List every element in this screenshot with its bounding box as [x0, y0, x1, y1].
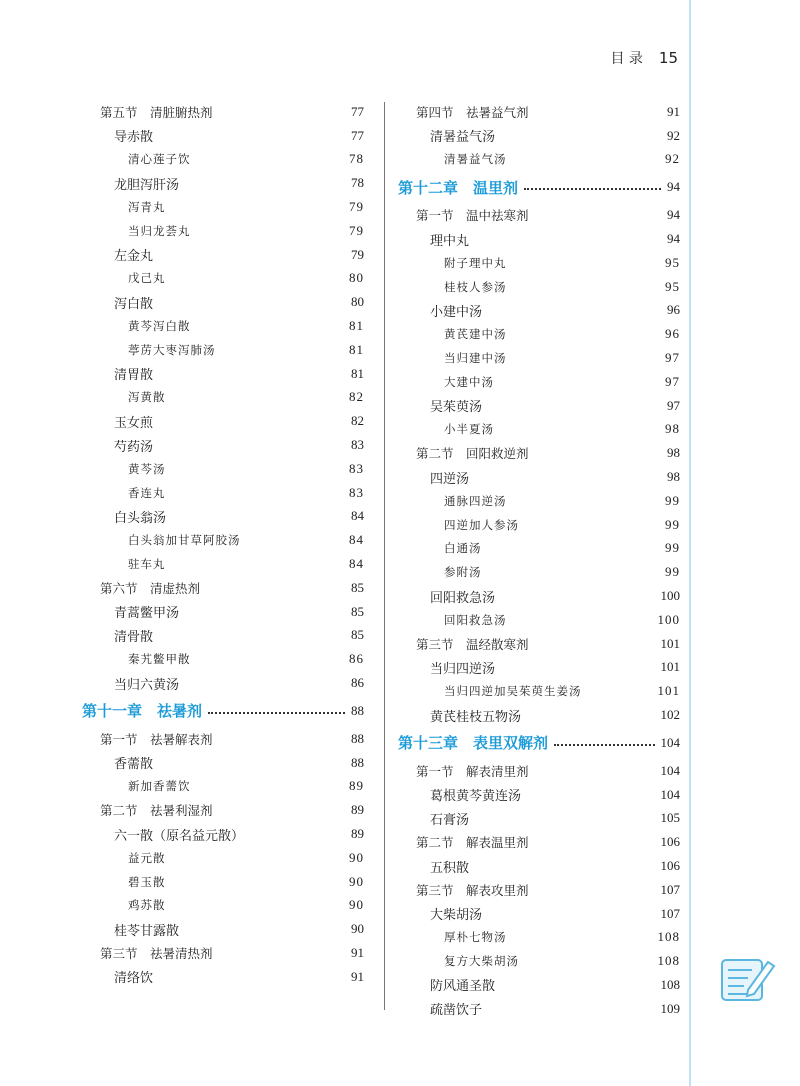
toc-entry-row[interactable] [82, 148, 364, 172]
toc-entry-title: 防风通圣散 [430, 979, 496, 995]
toc-page-number: 100 [660, 588, 680, 604]
toc-entry-row[interactable] [398, 124, 680, 148]
toc-entry-title: 吴茱萸汤 [430, 400, 483, 416]
toc-entry-title: 白头翁汤 [114, 510, 167, 526]
dot-leader [524, 188, 661, 190]
toc-page-number: 102 [660, 707, 680, 723]
toc-entry-title: 清暑益气汤 [430, 130, 496, 146]
toc-entry-title: 当归建中汤 [444, 351, 507, 366]
toc-entry-title: 第三节 温经散寒剂 [416, 636, 529, 652]
toc-page-number: 106 [660, 834, 680, 850]
toc-entry-row[interactable] [398, 783, 680, 807]
toc-entry-row[interactable] [82, 481, 364, 505]
toc-page-number: 99 [665, 516, 680, 532]
toc-entry-row[interactable] [82, 457, 364, 481]
toc-page-number: 92 [665, 151, 680, 167]
toc-entry-row[interactable] [82, 894, 364, 918]
toc-entry-title: 第六节 清虚热剂 [100, 580, 201, 596]
toc-page-number: 96 [665, 326, 680, 342]
toc-entry-row[interactable] [398, 560, 680, 584]
toc-entry-row[interactable] [398, 679, 680, 703]
toc-entry-row[interactable] [398, 394, 680, 418]
toc-entry-row[interactable] [82, 647, 364, 671]
toc-entry-title: 当归四逆汤 [430, 661, 496, 677]
toc-entry-row[interactable] [82, 171, 364, 195]
toc-page-number: 83 [349, 460, 364, 476]
toc-entry-title: 香薷散 [114, 757, 154, 773]
toc-entry-row[interactable] [398, 608, 680, 632]
toc-entry-title: 第十三章 表里双解剂 [398, 734, 549, 753]
toc-page-number: 82 [349, 389, 364, 405]
toc-entry-title: 第二节 回阳救逆剂 [416, 446, 529, 462]
toc-entry-title: 桂枝人参汤 [444, 279, 507, 294]
toc-entry-title: 大柴胡汤 [430, 908, 483, 924]
toc-entry-title: 驻车丸 [128, 557, 166, 572]
toc-entry-title: 当归六黄汤 [114, 677, 180, 693]
toc-entry-row[interactable] [82, 433, 364, 457]
toc-page-number: 88 [351, 702, 364, 718]
toc-entry-title: 当归龙荟丸 [128, 223, 191, 238]
toc-entry-title: 新加香薷饮 [128, 779, 191, 794]
toc-entry-row[interactable] [398, 656, 680, 680]
toc-chapter-row[interactable] [82, 697, 364, 725]
toc-page-number: 108 [657, 953, 680, 969]
toc-page-number: 89 [351, 826, 364, 841]
notebook-pencil-icon [718, 950, 776, 1008]
toc-entry-title: 回阳救急汤 [430, 590, 496, 606]
toc-entry-row[interactable] [398, 513, 680, 537]
toc-page-number: 79 [351, 246, 364, 262]
toc-entry-title: 白头翁加甘草阿胶汤 [128, 533, 241, 548]
toc-entry-title: 第二节 祛暑利湿剂 [100, 803, 213, 819]
toc-entry-title: 第十一章 祛暑剂 [82, 702, 203, 721]
toc-page-number: 99 [665, 492, 680, 508]
toc-section-row[interactable] [398, 878, 680, 902]
toc-entry-row[interactable] [398, 227, 680, 251]
toc-page-number: 99 [665, 540, 680, 556]
toc-entry-title: 四逆汤 [430, 471, 470, 487]
toc-page-number: 86 [351, 675, 364, 691]
toc-page-number: 94 [667, 179, 680, 195]
toc-entry-title: 五积散 [430, 860, 470, 876]
toc-page-number: 82 [351, 413, 364, 429]
toc-entry-title: 第一节 解表清里剂 [416, 763, 529, 779]
toc-page-number: 98 [667, 445, 680, 461]
toc-section-row[interactable] [82, 727, 364, 751]
toc-page-number: 97 [665, 373, 680, 389]
toc-entry-row[interactable] [82, 338, 364, 362]
toc-entry-title: 第三节 祛暑清热剂 [100, 945, 213, 961]
toc-entry-row[interactable] [398, 275, 680, 299]
toc-entry-title: 桂苓甘露散 [114, 923, 180, 939]
toc-page-number: 99 [665, 564, 680, 580]
toc-entry-title: 第三节 解表攻里剂 [416, 882, 529, 898]
toc-entry-row[interactable] [82, 965, 364, 989]
toc-page-number: 78 [349, 151, 364, 167]
toc-entry-title: 当归四逆加吴茱萸生姜汤 [444, 684, 582, 699]
toc-entry-title: 大建中汤 [444, 374, 494, 389]
toc-page-number: 85 [351, 627, 364, 643]
toc-entry-title: 清络饮 [114, 971, 154, 987]
toc-page-number: 78 [351, 175, 364, 191]
toc-entry-row[interactable] [82, 870, 364, 894]
toc-entry-title: 第五节 清脏腑热剂 [100, 104, 213, 120]
toc-entry-row[interactable] [82, 822, 364, 846]
toc-entry-row[interactable] [398, 537, 680, 561]
toc-entry-title: 玉女煎 [114, 415, 154, 431]
column-divider [384, 102, 385, 1010]
toc-entry-row[interactable] [398, 418, 680, 442]
toc-entry-row[interactable] [82, 386, 364, 410]
toc-right-column [398, 100, 680, 1021]
toc-entry-row[interactable] [398, 926, 680, 950]
toc-section-row[interactable] [82, 576, 364, 600]
toc-chapter-row[interactable] [398, 729, 680, 757]
toc-entry-title: 六一散（原名益元散） [114, 828, 245, 844]
toc-entry-row[interactable] [82, 219, 364, 243]
toc-entry-title: 通脉四逆汤 [444, 493, 507, 508]
header-page-number: 15 [658, 49, 678, 67]
toc-entry-row[interactable] [398, 902, 680, 926]
toc-page-number: 104 [660, 762, 680, 778]
toc-page-number: 84 [349, 556, 364, 572]
toc-page-number: 88 [351, 730, 364, 746]
toc-entry-title: 石膏汤 [430, 812, 470, 828]
toc-entry-title: 厚朴七物汤 [444, 930, 507, 945]
toc-entry-title: 葶苈大枣泻肺汤 [128, 342, 216, 357]
header-label: 目 录 [610, 51, 643, 67]
toc-entry-title: 泻白散 [114, 296, 154, 312]
toc-page-number: 84 [351, 508, 364, 524]
toc-page-number: 90 [349, 897, 364, 913]
toc-page-number: 84 [349, 532, 364, 548]
toc-entry-row[interactable] [398, 370, 680, 394]
toc-entry-row[interactable] [398, 299, 680, 323]
dot-leader [554, 744, 654, 746]
toc-entry-row[interactable] [82, 124, 364, 148]
toc-page-number: 86 [349, 651, 364, 667]
toc-page-number: 83 [349, 484, 364, 500]
toc-page-number: 79 [349, 199, 364, 215]
toc-entry-title: 秦艽鳖甲散 [128, 652, 191, 667]
toc-entry-row[interactable] [82, 195, 364, 219]
toc-entry-title: 益元散 [128, 850, 166, 865]
toc-entry-row[interactable] [82, 314, 364, 338]
toc-entry-title: 四逆加人参汤 [444, 517, 519, 532]
toc-page-number: 91 [351, 944, 364, 960]
toc-page-number: 88 [351, 754, 364, 770]
toc-left-column [82, 100, 364, 989]
toc-entry-title: 龙胆泻肝汤 [114, 177, 180, 193]
toc-entry-title: 泻黄散 [128, 390, 166, 405]
toc-page-number: 108 [660, 976, 680, 992]
toc-entry-title: 戊己丸 [128, 271, 166, 286]
toc-section-row[interactable] [398, 632, 680, 656]
toc-entry-title: 芍药汤 [114, 439, 154, 455]
toc-entry-title: 小半夏汤 [444, 422, 494, 437]
toc-entry-title: 附子理中丸 [444, 255, 507, 270]
toc-entry-row[interactable] [82, 624, 364, 648]
toc-page-number: 100 [657, 611, 680, 627]
toc-entry-row[interactable] [398, 854, 680, 878]
toc-page-number: 96 [667, 302, 680, 318]
toc-page-number: 81 [349, 341, 364, 357]
toc-entry-title: 复方大柴胡汤 [444, 954, 519, 969]
toc-entry-title: 清胃散 [114, 368, 154, 384]
toc-entry-row[interactable] [82, 552, 364, 576]
toc-entry-row[interactable] [398, 251, 680, 275]
toc-entry-title: 青蒿鳖甲汤 [114, 606, 180, 622]
toc-page-number: 97 [665, 350, 680, 366]
toc-page-number: 81 [349, 318, 364, 334]
toc-entry-title: 小建中汤 [430, 304, 483, 320]
toc-entry-title: 第二节 解表温里剂 [416, 835, 529, 851]
toc-page-number: 106 [660, 858, 680, 873]
toc-entry-row[interactable] [82, 751, 364, 775]
toc-page-number: 89 [349, 778, 364, 794]
toc-page-number: 101 [657, 683, 680, 699]
toc-entry-title: 清心莲子饮 [128, 152, 191, 167]
toc-entry-row[interactable] [82, 505, 364, 529]
toc-entry-row[interactable] [82, 671, 364, 695]
toc-entry-row[interactable] [398, 346, 680, 370]
toc-page-number: 80 [349, 270, 364, 286]
toc-entry-row[interactable] [398, 148, 680, 172]
toc-entry-row[interactable] [398, 322, 680, 346]
toc-entry-row[interactable] [398, 584, 680, 608]
dot-leader [208, 712, 345, 714]
toc-page-number: 105 [660, 810, 680, 826]
toc-entry-row[interactable] [398, 949, 680, 973]
toc-page-number: 107 [660, 905, 680, 921]
toc-entry-title: 香连丸 [128, 485, 166, 500]
toc-page-number: 91 [667, 103, 680, 119]
toc-page-number: 107 [660, 881, 680, 897]
toc-page-number: 101 [660, 659, 680, 675]
toc-page-number: 95 [665, 278, 680, 294]
toc-entry-row[interactable] [398, 807, 680, 831]
toc-entry-title: 黄芩汤 [128, 461, 166, 476]
toc-entry-title: 疏凿饮子 [430, 1003, 483, 1019]
toc-entry-title: 导赤散 [114, 130, 154, 146]
toc-entry-row[interactable] [82, 267, 364, 291]
toc-section-row[interactable] [82, 100, 364, 124]
toc-page-number: 90 [349, 873, 364, 889]
toc-page-number: 104 [660, 734, 680, 750]
toc-section-row[interactable] [398, 441, 680, 465]
toc-entry-row[interactable] [82, 409, 364, 433]
toc-entry-row[interactable] [82, 600, 364, 624]
toc-section-row[interactable] [82, 798, 364, 822]
toc-page-number: 98 [665, 421, 680, 437]
toc-entry-row[interactable] [82, 917, 364, 941]
toc-entry-row[interactable] [82, 243, 364, 267]
toc-entry-title: 理中丸 [430, 233, 470, 249]
toc-entry-title: 第一节 祛暑解表剂 [100, 731, 213, 747]
toc-section-row[interactable] [398, 203, 680, 227]
toc-section-row[interactable] [82, 941, 364, 965]
toc-entry-row[interactable] [398, 465, 680, 489]
toc-page-number: 95 [665, 254, 680, 270]
toc-entry-title: 鸡苏散 [128, 898, 166, 913]
toc-page-number: 90 [349, 849, 364, 865]
toc-page-number: 85 [351, 579, 364, 595]
toc-entry-row[interactable] [398, 973, 680, 997]
toc-entry-title: 左金丸 [114, 249, 154, 265]
toc-page-number: 81 [351, 365, 364, 381]
toc-entry-title: 黄芪建中汤 [444, 327, 507, 342]
toc-entry-row[interactable] [82, 362, 364, 386]
toc-entry-row[interactable] [82, 846, 364, 870]
toc-page-number: 108 [657, 929, 680, 945]
toc-entry-title: 参附汤 [444, 565, 482, 580]
toc-entry-title: 葛根黄芩黄连汤 [430, 789, 522, 805]
toc-entry-title: 清暑益气汤 [444, 152, 507, 167]
toc-entry-title: 清骨散 [114, 629, 154, 645]
toc-page-number: 79 [349, 222, 364, 238]
toc-page-number: 97 [667, 397, 680, 413]
toc-page-number: 80 [351, 294, 364, 310]
toc-entry-title: 泻青丸 [128, 200, 166, 215]
toc-page-number: 109 [660, 1000, 680, 1016]
toc-entry-title: 黄芩泻白散 [128, 319, 191, 334]
toc-section-row[interactable] [398, 100, 680, 124]
page-header [610, 48, 678, 68]
page-edge-line [689, 0, 691, 1086]
toc-section-row[interactable] [398, 830, 680, 854]
toc-page-number: 98 [667, 469, 680, 485]
toc-page-number: 94 [667, 207, 680, 223]
toc-entry-title: 白通汤 [444, 541, 482, 556]
toc-page-number: 92 [667, 127, 680, 143]
toc-entry-title: 第四节 祛暑益气剂 [416, 104, 529, 120]
toc-entry-title: 黄芪桂枝五物汤 [430, 709, 522, 725]
toc-chapter-row[interactable] [398, 173, 680, 201]
toc-entry-row[interactable] [398, 703, 680, 727]
toc-page-number: 90 [351, 921, 364, 937]
toc-entry-title: 第一节 温中祛寒剂 [416, 208, 529, 224]
toc-section-row[interactable] [398, 759, 680, 783]
toc-entry-row[interactable] [398, 997, 680, 1021]
toc-page-number: 77 [351, 127, 364, 143]
toc-page-number: 94 [667, 231, 680, 247]
toc-page-number: 91 [351, 968, 364, 984]
toc-entry-row[interactable] [82, 290, 364, 314]
toc-entry-row[interactable] [398, 489, 680, 513]
toc-entry-title: 碧玉散 [128, 874, 166, 889]
toc-page-number: 104 [660, 786, 680, 802]
toc-entry-title: 回阳救急汤 [444, 612, 507, 627]
toc-page-number: 83 [351, 437, 364, 453]
toc-entry-title: 第十二章 温里剂 [398, 178, 519, 197]
toc-entry-row[interactable] [82, 528, 364, 552]
toc-page-number: 101 [660, 635, 680, 651]
toc-page-number: 77 [351, 103, 364, 119]
toc-entry-row[interactable] [82, 775, 364, 799]
toc-page-number: 85 [351, 603, 364, 619]
toc-page-number: 89 [351, 802, 364, 818]
